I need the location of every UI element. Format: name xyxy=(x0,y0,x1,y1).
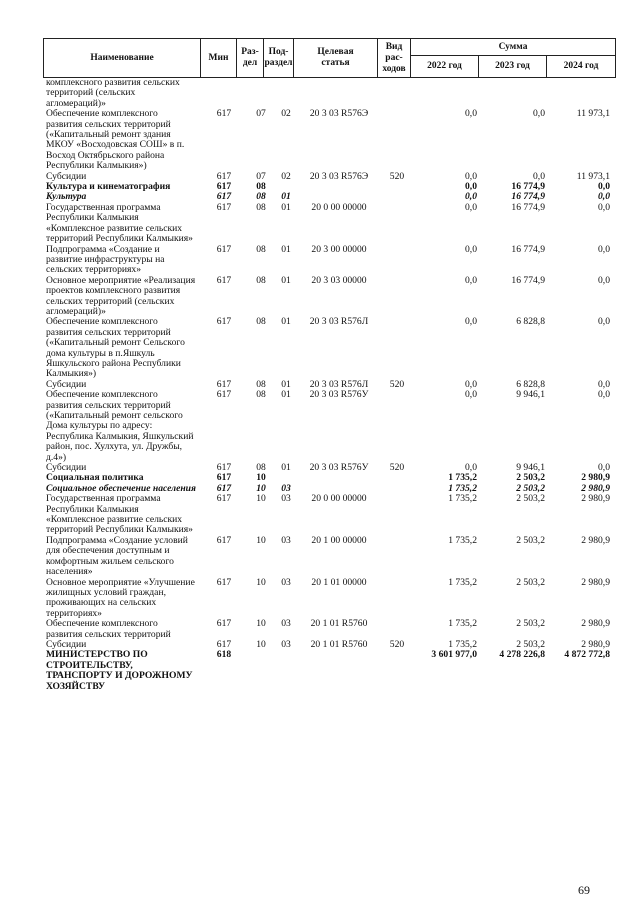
cell-2023: 2 503,2 xyxy=(516,534,545,546)
cell-2024: 2 980,9 xyxy=(581,576,610,588)
col-header-2023: 2023 год xyxy=(479,56,547,78)
cell-min: 617 xyxy=(216,243,232,255)
cell-2022: 1 735,2 xyxy=(448,576,477,588)
row-name: Государственная программа Республики Калмыкия «Комплексное развитие сельских территорий Республики Калмыкия» xyxy=(46,201,193,245)
cell-2024: 0,0 xyxy=(598,191,610,203)
cell-podrazdel: 01 xyxy=(281,462,291,474)
cell-2022: 0,0 xyxy=(465,201,477,213)
cell-razdel: 07 xyxy=(256,108,266,120)
table-row xyxy=(43,536,615,578)
cell-2022: 1 735,2 xyxy=(448,534,477,546)
cell-podrazdel: 03 xyxy=(281,534,291,546)
cell-vid: 520 xyxy=(389,378,405,390)
cell-min: 617 xyxy=(216,181,232,193)
cell-podrazdel: 01 xyxy=(281,243,291,255)
cell-2024: 0,0 xyxy=(598,201,610,213)
cell-2024: 2 980,9 xyxy=(581,472,610,484)
cell-podrazdel: 03 xyxy=(281,618,291,630)
cell-razdel: 08 xyxy=(256,191,266,203)
page-number: 69 xyxy=(578,883,590,897)
cell-2023: 9 946,1 xyxy=(516,389,545,401)
cell-2024: 2 980,9 xyxy=(581,493,610,505)
col-header-name: Наименование xyxy=(44,39,201,78)
cell-razdel: 10 xyxy=(256,576,266,588)
cell-celevaya: 20 1 01 R5760 xyxy=(310,618,368,630)
row-name: Социальное обеспечение населения xyxy=(46,482,196,494)
cell-celevaya: 20 3 03 R576У xyxy=(309,462,369,474)
cell-2024: 11 973,1 xyxy=(576,170,610,182)
table-row xyxy=(43,494,615,536)
cell-razdel: 08 xyxy=(256,378,266,390)
cell-2024: 0,0 xyxy=(598,378,610,390)
cell-2023: 2 503,2 xyxy=(516,472,545,484)
row-name: Подпрограмма «Создание условий для обеспечения доступным и комфортным жильем сельского населения» xyxy=(46,534,188,578)
table-body xyxy=(43,78,615,692)
cell-razdel: 10 xyxy=(256,472,266,484)
cell-razdel: 10 xyxy=(256,534,266,546)
table-row xyxy=(43,109,615,171)
cell-vid: 520 xyxy=(389,462,405,474)
cell-min: 617 xyxy=(216,618,232,630)
row-name: Субсидии xyxy=(46,638,87,650)
cell-celevaya: 20 1 01 00000 xyxy=(311,576,367,588)
col-header-razdel: Раз- дел xyxy=(237,39,264,78)
cell-celevaya: 20 1 01 R5760 xyxy=(310,638,368,650)
cell-2023: 6 828,8 xyxy=(516,316,545,328)
cell-min: 617 xyxy=(216,472,232,484)
cell-razdel: 08 xyxy=(256,243,266,255)
row-name: Государственная программа Республики Калмыкия «Комплексное развитие сельских территорий Республики Калмыкия» xyxy=(46,493,193,536)
row-name: Обеспечение комплексного развития сельских территорий («Капитальный ремонт здания МКОУ «Восходовская СОШ» в п. Восход Октябрьского района Республики Калмыкия») xyxy=(46,108,185,172)
cell-2023: 0,0 xyxy=(533,108,545,120)
table-row xyxy=(43,78,615,109)
cell-min: 617 xyxy=(216,482,232,494)
cell-2022: 3 601 977,0 xyxy=(431,649,477,661)
cell-razdel: 08 xyxy=(256,316,266,328)
cell-2023: 2 503,2 xyxy=(516,638,545,650)
cell-2024: 2 980,9 xyxy=(581,638,610,650)
cell-min: 617 xyxy=(216,108,232,120)
cell-vid: 520 xyxy=(389,170,405,182)
row-name: Обеспечение комплексного развития сельских территорий («Капитальный ремонт Сельского дома культуры в п.Яшкуль Яшкульского района Республики Калмыкия») xyxy=(46,316,185,380)
cell-min: 617 xyxy=(216,191,232,203)
cell-min: 617 xyxy=(216,378,232,390)
cell-2023: 2 503,2 xyxy=(516,576,545,588)
table-header xyxy=(43,38,615,77)
cell-min: 618 xyxy=(216,649,232,661)
cell-celevaya: 20 0 00 00000 xyxy=(311,493,367,505)
cell-2023: 2 503,2 xyxy=(516,618,545,630)
cell-podrazdel: 01 xyxy=(281,191,291,203)
cell-min: 617 xyxy=(216,462,232,474)
cell-min: 617 xyxy=(216,576,232,588)
cell-min: 617 xyxy=(216,170,232,182)
cell-min: 617 xyxy=(216,638,232,650)
cell-celevaya: 20 3 03 R576Э xyxy=(309,108,369,120)
cell-min: 617 xyxy=(216,201,232,213)
cell-celevaya: 20 3 03 R576Л xyxy=(309,316,369,328)
cell-celevaya: 20 3 00 00000 xyxy=(311,243,367,255)
table-row xyxy=(43,317,615,379)
cell-podrazdel: 03 xyxy=(281,638,291,650)
cell-2022: 1 735,2 xyxy=(448,638,477,650)
row-name: комплексного развития сельских территорий (сельских агломераций)» xyxy=(46,77,180,109)
cell-podrazdel: 03 xyxy=(281,482,291,494)
row-name: Культура xyxy=(46,191,87,203)
cell-razdel: 10 xyxy=(256,618,266,630)
cell-min: 617 xyxy=(216,534,232,546)
cell-2023: 0,0 xyxy=(533,170,545,182)
cell-podrazdel: 02 xyxy=(281,108,291,120)
cell-2023: 16 774,9 xyxy=(511,274,545,286)
table-row xyxy=(43,578,615,620)
table-row xyxy=(43,390,615,463)
cell-2023: 9 946,1 xyxy=(516,462,545,474)
cell-razdel: 07 xyxy=(256,170,266,182)
cell-2022: 0,0 xyxy=(465,378,477,390)
cell-2023: 2 503,2 xyxy=(516,493,545,505)
row-name: МИНИСТЕРСТВО ПО СТРОИТЕЛЬСТВУ, ТРАНСПОРТУ И ДОРОЖНОМУ ХОЗЯЙСТВУ xyxy=(46,649,193,692)
cell-2024: 0,0 xyxy=(598,181,610,193)
col-header-summa: Сумма xyxy=(411,39,616,56)
cell-2024: 0,0 xyxy=(598,316,610,328)
row-name: Основное мероприятие «Улучшение жилищных условий граждан, проживающих на сельских территориях» xyxy=(46,576,195,619)
row-name: Основное мероприятие «Реализация проектов комплексного развития сельских территорий (сельских агломераций)» xyxy=(46,274,196,317)
table-row xyxy=(43,203,615,245)
cell-razdel: 10 xyxy=(256,493,266,505)
cell-2022: 0,0 xyxy=(465,316,477,328)
cell-celevaya: 20 1 00 00000 xyxy=(311,534,367,546)
table-row xyxy=(43,276,615,318)
cell-podrazdel: 03 xyxy=(281,576,291,588)
cell-2022: 0,0 xyxy=(465,389,477,401)
cell-2024: 0,0 xyxy=(598,462,610,474)
col-header-min: Мин xyxy=(201,39,237,78)
col-header-vid: Вид рас- ходов xyxy=(378,39,411,78)
cell-2022: 0,0 xyxy=(465,191,477,203)
cell-2023: 4 278 226,8 xyxy=(499,649,545,661)
cell-podrazdel: 01 xyxy=(281,389,291,401)
cell-2023: 2 503,2 xyxy=(516,482,545,494)
col-header-podrazdel: Под- раздел xyxy=(264,39,294,78)
cell-2024: 0,0 xyxy=(598,389,610,401)
cell-razdel: 10 xyxy=(256,638,266,650)
cell-podrazdel: 01 xyxy=(281,378,291,390)
cell-razdel: 08 xyxy=(256,389,266,401)
cell-2022: 0,0 xyxy=(465,108,477,120)
cell-podrazdel: 03 xyxy=(281,493,291,505)
cell-2024: 4 872 772,8 xyxy=(564,649,610,661)
cell-celevaya: 20 0 00 00000 xyxy=(311,201,367,213)
cell-2024: 2 980,9 xyxy=(581,534,610,546)
row-name: Культура и кинематография xyxy=(46,181,171,193)
row-name: Обеспечение комплексного развития сельских территорий xyxy=(46,618,171,640)
cell-celevaya: 20 3 03 R576Э xyxy=(309,170,369,182)
cell-podrazdel: 01 xyxy=(281,316,291,328)
cell-2022: 0,0 xyxy=(465,181,477,193)
cell-2022: 1 735,2 xyxy=(448,493,477,505)
cell-min: 617 xyxy=(216,493,232,505)
cell-celevaya: 20 3 03 R576У xyxy=(309,389,369,401)
cell-2022: 0,0 xyxy=(465,274,477,286)
row-name: Субсидии xyxy=(46,462,87,474)
cell-2022: 1 735,2 xyxy=(448,472,477,484)
cell-razdel: 08 xyxy=(256,274,266,286)
col-header-2022: 2022 год xyxy=(411,56,479,78)
cell-razdel: 08 xyxy=(256,181,266,193)
row-name: Субсидии xyxy=(46,170,87,182)
cell-2022: 1 735,2 xyxy=(448,482,477,494)
cell-2022: 1 735,2 xyxy=(448,618,477,630)
cell-razdel: 08 xyxy=(256,201,266,213)
row-name: Субсидии xyxy=(46,378,87,390)
table-row xyxy=(43,245,615,276)
cell-celevaya: 20 3 03 R576Л xyxy=(309,378,369,390)
cell-podrazdel: 01 xyxy=(281,274,291,286)
cell-min: 617 xyxy=(216,389,232,401)
cell-razdel: 08 xyxy=(256,462,266,474)
cell-2023: 6 828,8 xyxy=(516,378,545,390)
row-name: Обеспечение комплексного развития сельских территорий («Капитальный ремонт сельского Дома культуры по адресу: Республика Калмыкия, Яшкульский район, пос. Хулхута, ул. Дружбы, д.4») xyxy=(46,389,194,463)
cell-vid: 520 xyxy=(389,638,405,650)
table-row xyxy=(43,619,615,640)
cell-min: 617 xyxy=(216,316,232,328)
table-row xyxy=(43,650,615,692)
cell-celevaya: 20 3 03 00000 xyxy=(311,274,367,286)
col-header-2024: 2024 год xyxy=(547,56,616,78)
row-name: Подпрограмма «Создание и развитие инфраструктуры на сельских территориях» xyxy=(46,243,165,276)
cell-2022: 0,0 xyxy=(465,243,477,255)
cell-2024: 2 980,9 xyxy=(581,482,610,494)
cell-2023: 16 774,9 xyxy=(511,243,545,255)
col-header-celevaya: Целевая статья xyxy=(294,39,378,78)
cell-2024: 11 973,1 xyxy=(576,108,610,120)
cell-podrazdel: 02 xyxy=(281,170,291,182)
cell-2022: 0,0 xyxy=(465,462,477,474)
cell-2024: 0,0 xyxy=(598,243,610,255)
cell-2024: 0,0 xyxy=(598,274,610,286)
cell-min: 617 xyxy=(216,274,232,286)
row-name: Социальная политика xyxy=(46,472,144,484)
cell-razdel: 10 xyxy=(256,482,266,494)
cell-2022: 0,0 xyxy=(465,170,477,182)
cell-2023: 16 774,9 xyxy=(511,201,545,213)
cell-2024: 2 980,9 xyxy=(581,618,610,630)
cell-2023: 16 774,9 xyxy=(511,191,545,203)
cell-2023: 16 774,9 xyxy=(511,181,545,193)
cell-podrazdel: 01 xyxy=(281,201,291,213)
